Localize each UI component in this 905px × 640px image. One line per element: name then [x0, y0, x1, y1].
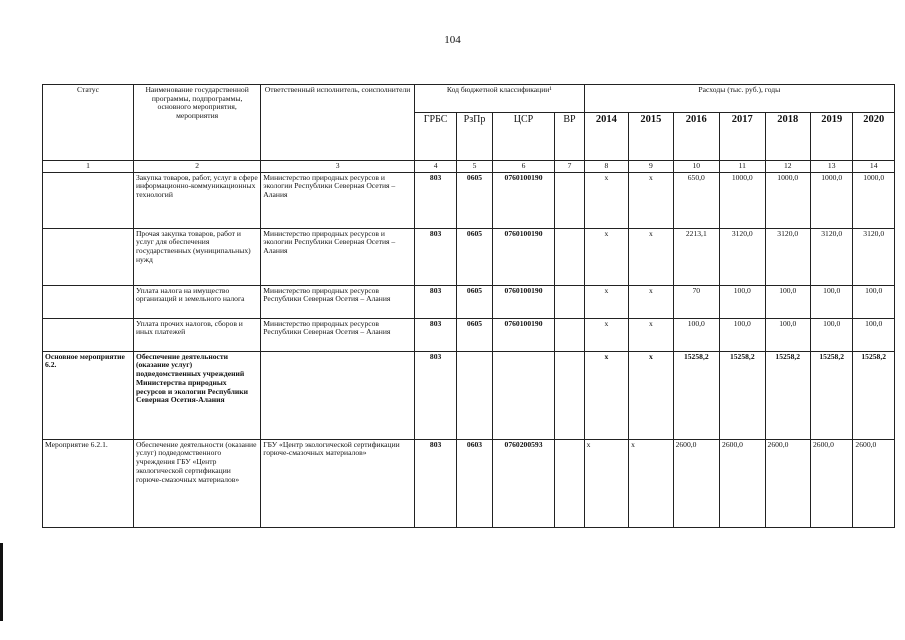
row-value-2018: 100,0 — [765, 318, 810, 351]
row-value-2017: 100,0 — [720, 318, 765, 351]
row-value-2016: 15258,2 — [673, 351, 719, 439]
table-row — [43, 439, 895, 527]
column-number-row — [43, 161, 895, 173]
row-value-2014: х — [584, 285, 628, 318]
header-year-2018: 2018 — [765, 113, 810, 161]
row-value-2019: 1000,0 — [810, 172, 852, 228]
row-value-2020: 3120,0 — [853, 228, 895, 285]
row-value-2017: 1000,0 — [720, 172, 765, 228]
table-row — [43, 318, 895, 351]
row-rzpr: 0603 — [457, 439, 492, 527]
row-value-2020: 2600,0 — [853, 439, 895, 527]
row-rzpr: 0605 — [457, 285, 492, 318]
row-value-2020: 15258,2 — [853, 351, 895, 439]
row-status — [43, 228, 134, 285]
row-value-2014: х — [584, 318, 628, 351]
page-number: 104 — [444, 34, 461, 46]
row-rzpr — [457, 351, 492, 439]
row-status: Мероприятие 6.2.1. — [43, 439, 134, 527]
row-value-2016: 100,0 — [673, 318, 719, 351]
row-vr — [555, 228, 584, 285]
column-number: 12 — [765, 161, 810, 173]
header-executor: Ответственный исполнитель, соисполнители — [261, 85, 415, 161]
row-name: Обеспечение деятельности (оказание услуг) подведомственного учреждения ГБУ «Центр экологической сертификации горюче-смазочных материалов» — [133, 439, 260, 527]
row-value-2016: 650,0 — [673, 172, 719, 228]
row-status: Основное мероприятие 6.2. — [43, 351, 134, 439]
row-status — [43, 285, 134, 318]
column-number: 13 — [810, 161, 852, 173]
header-year-2020: 2020 — [853, 113, 895, 161]
row-csr: 0760100190 — [492, 285, 555, 318]
header-expenses: Расходы (тыс. руб.), годы — [584, 85, 894, 113]
row-executor: Министерство природных ресурсов Республики Северная Осетия – Алания — [261, 318, 415, 351]
header-name: Наименование государственной программы, подпрограммы, основного мероприятия, мероприятия — [133, 85, 260, 161]
row-vr — [555, 318, 584, 351]
header-year-2015: 2015 — [629, 113, 673, 161]
row-grbs: 803 — [414, 228, 456, 285]
row-status — [43, 172, 134, 228]
column-number: 6 — [492, 161, 555, 173]
header-status: Статус — [43, 85, 134, 161]
header-vr: ВР — [555, 113, 584, 161]
table-row — [43, 228, 895, 285]
row-value-2018: 15258,2 — [765, 351, 810, 439]
column-number: 1 — [43, 161, 134, 173]
row-value-2018: 1000,0 — [765, 172, 810, 228]
column-number: 14 — [853, 161, 895, 173]
row-value-2014: х — [584, 351, 628, 439]
row-value-2016: 2600,0 — [673, 439, 719, 527]
budget-table — [42, 84, 895, 528]
table-row — [43, 172, 895, 228]
column-number: 3 — [261, 161, 415, 173]
header-grbs: ГРБС — [414, 113, 456, 161]
row-executor: Министерство природных ресурсов и экологии Республики Северная Осетия – Алания — [261, 228, 415, 285]
row-vr — [555, 439, 584, 527]
row-rzpr: 0605 — [457, 318, 492, 351]
row-value-2014: х — [584, 172, 628, 228]
row-grbs: 803 — [414, 285, 456, 318]
row-value-2015: х — [629, 228, 673, 285]
row-executor: Министерство природных ресурсов и экологии Республики Северная Осетия – Алания — [261, 172, 415, 228]
row-csr: 0760200593 — [492, 439, 555, 527]
row-value-2014: х — [584, 439, 628, 527]
row-name: Уплата прочих налогов, сборов и иных платежей — [133, 318, 260, 351]
column-number: 8 — [584, 161, 628, 173]
row-value-2016: 70 — [673, 285, 719, 318]
row-value-2019: 3120,0 — [810, 228, 852, 285]
margin-line — [0, 543, 3, 621]
column-number: 7 — [555, 161, 584, 173]
row-value-2019: 15258,2 — [810, 351, 852, 439]
row-value-2017: 100,0 — [720, 285, 765, 318]
table-row — [43, 351, 895, 439]
table-row — [43, 285, 895, 318]
row-value-2018: 3120,0 — [765, 228, 810, 285]
header-kbk: Код бюджетной классификации¹ — [414, 85, 584, 113]
row-value-2017: 15258,2 — [720, 351, 765, 439]
row-vr — [555, 351, 584, 439]
row-value-2020: 100,0 — [853, 285, 895, 318]
row-rzpr: 0605 — [457, 172, 492, 228]
header-year-2017: 2017 — [720, 113, 765, 161]
row-vr — [555, 172, 584, 228]
row-csr: 0760100190 — [492, 228, 555, 285]
row-value-2015: х — [629, 351, 673, 439]
row-value-2016: 2213,1 — [673, 228, 719, 285]
row-name: Обеспечение деятельности (оказание услуг) подведомственных учреждений Министерства природных ресурсов и экологии Республики Северная Осетия-Алания — [133, 351, 260, 439]
row-name: Уплата налога на имущество организаций и земельного налога — [133, 285, 260, 318]
row-executor — [261, 351, 415, 439]
row-status — [43, 318, 134, 351]
column-number: 9 — [629, 161, 673, 173]
column-number: 2 — [133, 161, 260, 173]
row-value-2015: х — [629, 172, 673, 228]
row-name: Закупка товаров, работ, услуг в сфере информационно-коммуникационных технологий — [133, 172, 260, 228]
row-grbs: 803 — [414, 172, 456, 228]
row-executor: Министерство природных ресурсов Республики Северная Осетия – Алания — [261, 285, 415, 318]
row-value-2018: 2600,0 — [765, 439, 810, 527]
row-value-2017: 2600,0 — [720, 439, 765, 527]
row-value-2015: х — [629, 318, 673, 351]
column-number: 5 — [457, 161, 492, 173]
header-year-2019: 2019 — [810, 113, 852, 161]
row-csr: 0760100190 — [492, 318, 555, 351]
column-number: 4 — [414, 161, 456, 173]
row-executor: ГБУ «Центр экологической сертификации горюче-смазочных материалов» — [261, 439, 415, 527]
header-rzpr: РзПр — [457, 113, 492, 161]
row-value-2019: 100,0 — [810, 318, 852, 351]
row-value-2015: х — [629, 439, 673, 527]
row-vr — [555, 285, 584, 318]
row-name: Прочая закупка товаров, работ и услуг для обеспечения государственных (муниципальных) нужд — [133, 228, 260, 285]
header-csr: ЦСР — [492, 113, 555, 161]
row-value-2019: 2600,0 — [810, 439, 852, 527]
row-value-2014: х — [584, 228, 628, 285]
header-year-2016: 2016 — [673, 113, 719, 161]
row-value-2020: 100,0 — [853, 318, 895, 351]
row-csr: 0760100190 — [492, 172, 555, 228]
row-value-2017: 3120,0 — [720, 228, 765, 285]
row-grbs: 803 — [414, 318, 456, 351]
row-value-2015: х — [629, 285, 673, 318]
header-year-2014: 2014 — [584, 113, 628, 161]
column-number: 10 — [673, 161, 719, 173]
row-value-2019: 100,0 — [810, 285, 852, 318]
row-grbs: 803 — [414, 439, 456, 527]
row-csr — [492, 351, 555, 439]
column-number: 11 — [720, 161, 765, 173]
row-grbs: 803 — [414, 351, 456, 439]
row-value-2020: 1000,0 — [853, 172, 895, 228]
row-value-2018: 100,0 — [765, 285, 810, 318]
row-rzpr: 0605 — [457, 228, 492, 285]
